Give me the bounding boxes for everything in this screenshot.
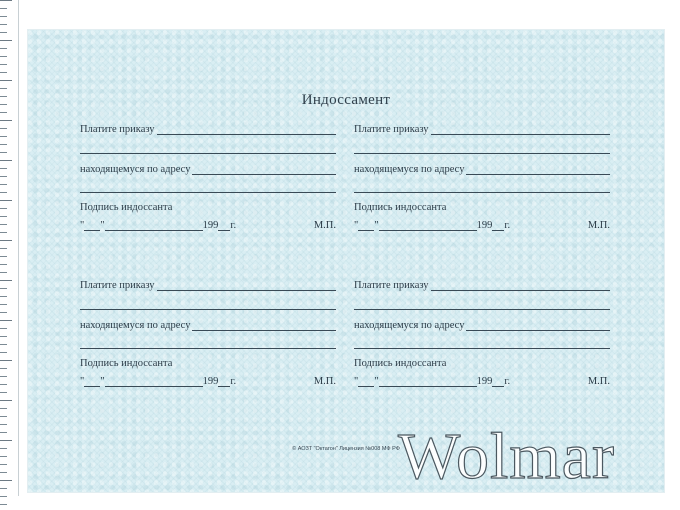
endorsement-block-2 xyxy=(354,124,610,244)
date-quote-open: " xyxy=(354,220,359,231)
address-line[interactable] xyxy=(466,320,610,331)
pay-to-line[interactable] xyxy=(157,280,336,291)
address-row xyxy=(80,164,336,175)
seal-label: М.П. xyxy=(587,220,610,231)
address-label: находящемуся по адресу xyxy=(80,320,191,331)
day-line[interactable] xyxy=(84,376,100,387)
pay-to-row xyxy=(354,280,610,291)
seal-label: М.П. xyxy=(313,220,336,231)
address-label: находящемуся по адресу xyxy=(354,164,465,175)
date-quote-close: " xyxy=(100,376,105,387)
year-prefix: 199 xyxy=(476,220,493,231)
address-continuation-line[interactable] xyxy=(80,192,336,193)
endorsement-block-3 xyxy=(80,280,336,400)
endorsement-block-4 xyxy=(354,280,610,400)
year-suffix: г. xyxy=(504,220,511,231)
month-line[interactable] xyxy=(379,220,477,231)
year-line[interactable] xyxy=(218,220,230,231)
date-quote-open: " xyxy=(80,376,85,387)
signature-row xyxy=(354,202,610,213)
seal-label: М.П. xyxy=(587,376,610,387)
pay-to-continuation-line[interactable] xyxy=(80,309,336,310)
signature-label: Подпись индоссанта xyxy=(354,202,447,213)
year-prefix: 199 xyxy=(202,220,219,231)
pay-to-row xyxy=(354,124,610,135)
year-prefix: 199 xyxy=(202,376,219,387)
address-line[interactable] xyxy=(466,164,610,175)
endorsement-block-1 xyxy=(80,124,336,244)
month-line[interactable] xyxy=(379,376,477,387)
pay-to-line[interactable] xyxy=(431,280,610,291)
year-line[interactable] xyxy=(492,220,504,231)
address-continuation-line[interactable] xyxy=(80,348,336,349)
license-footer: © АОЗТ "Октагон" Лицензия №008 МФ РФ xyxy=(292,446,400,452)
address-continuation-line[interactable] xyxy=(354,348,610,349)
pay-to-label: Платите приказу xyxy=(354,124,429,135)
pay-to-line[interactable] xyxy=(157,124,336,135)
month-line[interactable] xyxy=(105,376,203,387)
pay-to-label: Платите приказу xyxy=(80,280,155,291)
month-line[interactable] xyxy=(105,220,203,231)
address-row xyxy=(354,320,610,331)
scan-ruler xyxy=(0,0,19,510)
date-row xyxy=(354,376,610,387)
document-title: Индоссамент xyxy=(301,92,391,108)
day-line[interactable] xyxy=(358,220,374,231)
year-suffix: г. xyxy=(504,376,511,387)
year-line[interactable] xyxy=(218,376,230,387)
date-quote-close: " xyxy=(374,376,379,387)
signature-row xyxy=(80,202,336,213)
pay-to-row xyxy=(80,124,336,135)
day-line[interactable] xyxy=(84,220,100,231)
date-quote-close: " xyxy=(100,220,105,231)
signature-label: Подпись индоссанта xyxy=(80,358,173,369)
date-quote-open: " xyxy=(354,376,359,387)
year-suffix: г. xyxy=(230,220,237,231)
date-row xyxy=(80,220,336,231)
signature-row xyxy=(354,358,610,369)
address-row xyxy=(80,320,336,331)
date-quote-close: " xyxy=(374,220,379,231)
pay-to-continuation-line[interactable] xyxy=(354,309,610,310)
address-continuation-line[interactable] xyxy=(354,192,610,193)
signature-label: Подпись индоссанта xyxy=(354,358,447,369)
scan-bottom-margin xyxy=(18,496,680,510)
date-quote-open: " xyxy=(80,220,85,231)
date-row xyxy=(80,376,336,387)
date-row xyxy=(354,220,610,231)
pay-to-line[interactable] xyxy=(431,124,610,135)
year-line[interactable] xyxy=(492,376,504,387)
address-label: находящемуся по адресу xyxy=(354,320,465,331)
address-label: находящемуся по адресу xyxy=(80,164,191,175)
pay-to-row xyxy=(80,280,336,291)
address-row xyxy=(354,164,610,175)
address-line[interactable] xyxy=(192,320,336,331)
pay-to-continuation-line[interactable] xyxy=(354,153,610,154)
day-line[interactable] xyxy=(358,376,374,387)
signature-row xyxy=(80,358,336,369)
pay-to-label: Платите приказу xyxy=(80,124,155,135)
pay-to-continuation-line[interactable] xyxy=(80,153,336,154)
address-line[interactable] xyxy=(192,164,336,175)
year-suffix: г. xyxy=(230,376,237,387)
signature-label: Подпись индоссанта xyxy=(80,202,173,213)
seal-label: М.П. xyxy=(313,376,336,387)
year-prefix: 199 xyxy=(476,376,493,387)
wolmar-watermark: Wolmar xyxy=(398,420,615,493)
pay-to-label: Платите приказу xyxy=(354,280,429,291)
